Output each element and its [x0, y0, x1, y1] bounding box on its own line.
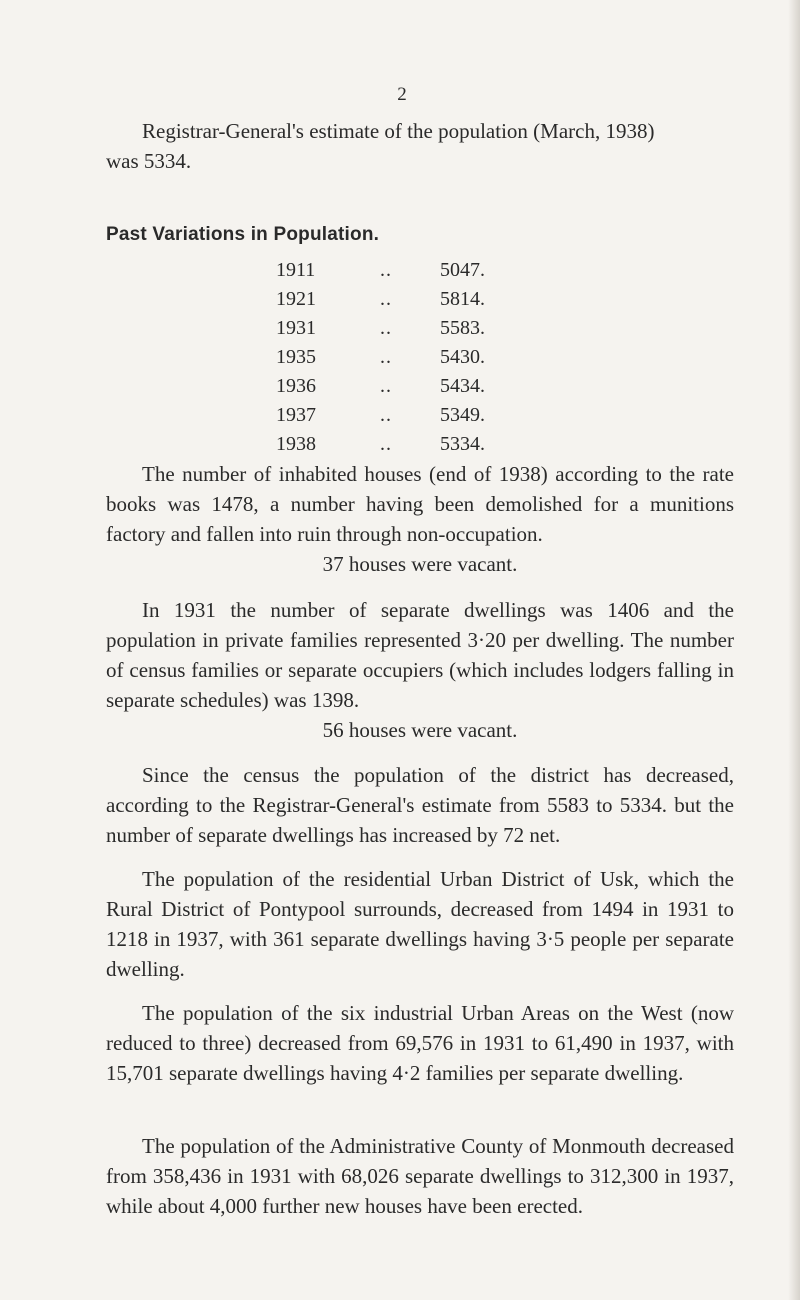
census-vacant-text: 56 houses were vacant. — [322, 718, 518, 742]
population-year: 1911 — [276, 259, 316, 281]
houses-text: The number of inhabited houses (end of 1938) according to the rate books was 1478, a number having been demolished for a munitions factory and fallen into ruin through non-occupation. — [106, 462, 734, 546]
population-value: 5814. — [440, 288, 485, 310]
population-year: 1938 — [276, 433, 316, 455]
population-year: 1937 — [276, 404, 316, 426]
dot-leader: .. — [380, 375, 392, 397]
population-year: 1931 — [276, 317, 316, 339]
population-value: 5430. — [440, 346, 485, 368]
population-year: 1935 — [276, 346, 316, 368]
usk-paragraph — [106, 864, 734, 984]
dot-leader: .. — [380, 259, 392, 281]
population-row — [276, 372, 510, 401]
population-year: 1936 — [276, 375, 316, 397]
population-value: 5434. — [440, 375, 485, 397]
population-table — [276, 256, 510, 459]
intro-line-2: was 5334. — [106, 149, 192, 173]
census-text: In 1931 the number of separate dwellings was 1406 and the population in private families represented 3·20 per dwelling. The number of census families or separate occupiers (which includes lodgers falling in separate schedules) was 1398. — [106, 598, 734, 712]
population-year: 1921 — [276, 288, 316, 310]
census-paragraph — [106, 595, 734, 745]
population-row — [276, 401, 510, 430]
usk-text: The population of the residential Urban District of Usk, which the Rural District of Pontypool surrounds, decreased from 1494 in 1931 to 1218 in 1937, with 361 separate dwellings having 3·5 people per separate dwelling. — [106, 867, 734, 981]
population-row — [276, 314, 510, 343]
page-edge — [788, 0, 800, 1300]
population-value: 5047. — [440, 259, 485, 281]
houses-paragraph — [106, 459, 734, 579]
houses-vacant-text: 37 houses were vacant. — [322, 552, 518, 576]
monmouth-text: The population of the Administrative County of Monmouth decreased from 358,436 in 1931 with 68,026 separate dwellings to 312,300 in 1937, while about 4,000 further new houses have been erected. — [106, 1134, 734, 1218]
population-value: 5334. — [440, 433, 485, 455]
since-census-paragraph — [106, 760, 734, 850]
variations-heading: Past Variations in Population. — [106, 224, 380, 245]
industrial-paragraph — [106, 998, 734, 1088]
population-row — [276, 430, 510, 459]
dot-leader: .. — [380, 433, 392, 455]
intro-line-1: Registrar-General's estimate of the population (March, 1938) — [142, 119, 655, 143]
industrial-text: The population of the six industrial Urban Areas on the West (now reduced to three) decreased from 69,576 in 1931 to 61,490 in 1937, with 15,701 separate dwellings having 4·2 families per separate dwelling. — [106, 1001, 734, 1085]
dot-leader: .. — [380, 317, 392, 339]
dot-leader: .. — [380, 404, 392, 426]
intro-paragraph — [106, 116, 734, 176]
dot-leader: .. — [380, 346, 392, 368]
population-row — [276, 285, 510, 314]
population-row — [276, 343, 510, 372]
population-value: 5583. — [440, 317, 485, 339]
dot-leader: .. — [380, 288, 392, 310]
page-number: 2 — [397, 84, 407, 105]
monmouth-paragraph — [106, 1131, 734, 1221]
since-census-text: Since the census the population of the district has decreased, according to the Registrar-General's estimate from 5583 to 5334. but the number of separate dwellings has increased by 72 net. — [106, 763, 734, 847]
population-value: 5349. — [440, 404, 485, 426]
population-row — [276, 256, 510, 285]
